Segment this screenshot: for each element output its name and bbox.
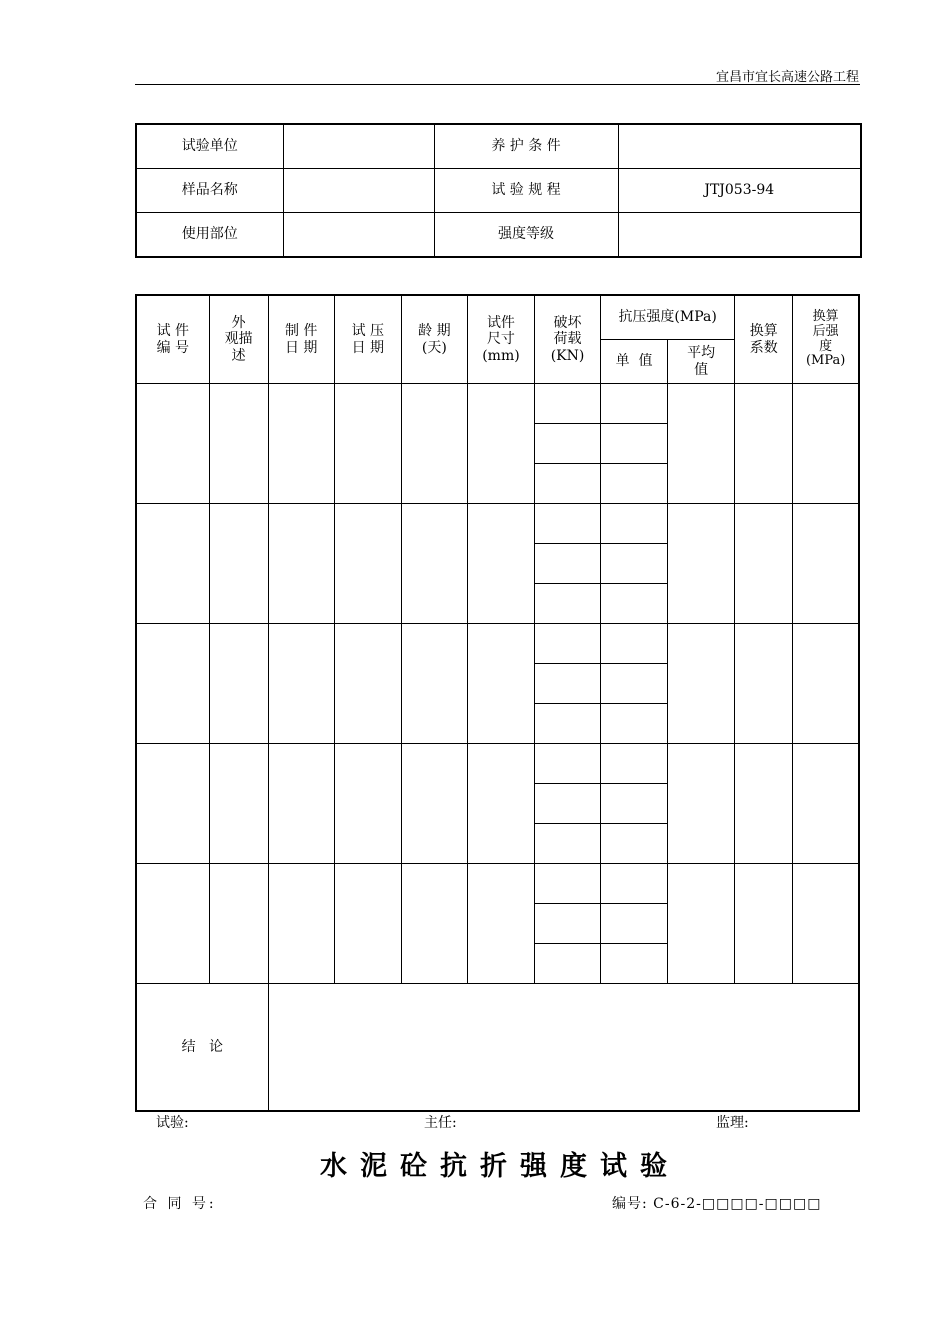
cell-single-value[interactable]: [601, 584, 668, 624]
cell-conversion-factor[interactable]: [735, 864, 793, 984]
cell-failure-load[interactable]: [534, 944, 600, 984]
header-average-value: 平均 值: [668, 340, 735, 384]
cell-specimen-no[interactable]: [136, 624, 209, 744]
cell-size[interactable]: [467, 384, 534, 504]
info-row: [136, 213, 861, 258]
document-title: 水泥砼抗折强度试验: [320, 1151, 680, 1182]
cell-single-value[interactable]: [601, 464, 668, 504]
header-size: 试件 尺寸 (mm): [467, 295, 534, 384]
cell-single-value[interactable]: [601, 944, 668, 984]
label-test-unit: 试验单位: [136, 124, 283, 169]
header-converted-strength: 换算 后强 度 (MPa): [793, 295, 859, 384]
cell-failure-load[interactable]: [534, 664, 600, 704]
header-single-value: 单 值: [601, 340, 668, 384]
header-age: 龄 期 (天): [401, 295, 467, 384]
info-row: [136, 169, 861, 213]
table-row: [136, 864, 859, 904]
cell-specimen-no[interactable]: [136, 504, 209, 624]
cell-make-date[interactable]: [268, 384, 334, 504]
cell-size[interactable]: [467, 744, 534, 864]
cell-size[interactable]: [467, 504, 534, 624]
cell-average-value[interactable]: [668, 864, 735, 984]
supervisor-signature-label: 监理:: [716, 1115, 749, 1131]
cell-appearance[interactable]: [209, 624, 268, 744]
cell-average-value[interactable]: [668, 384, 735, 504]
label-sample-name: 样品名称: [136, 169, 283, 213]
value-curing-condition[interactable]: [618, 124, 861, 169]
info-table: [135, 123, 862, 258]
cell-failure-load[interactable]: [534, 704, 600, 744]
test-results-table: [135, 294, 860, 1112]
cell-make-date[interactable]: [268, 504, 334, 624]
cell-test-date[interactable]: [334, 864, 401, 984]
cell-converted-strength[interactable]: [793, 384, 859, 504]
value-test-procedure[interactable]: JTJ053-94: [618, 169, 861, 213]
cell-average-value[interactable]: [668, 624, 735, 744]
cell-single-value[interactable]: [601, 824, 668, 864]
label-test-procedure: 试 验 规 程: [434, 169, 618, 213]
cell-specimen-no[interactable]: [136, 864, 209, 984]
cell-average-value[interactable]: [668, 504, 735, 624]
header-appearance: 外 观描 述: [209, 295, 268, 384]
cell-failure-load[interactable]: [534, 784, 600, 824]
cell-appearance[interactable]: [209, 864, 268, 984]
conclusion-text[interactable]: [268, 984, 859, 1112]
cell-age[interactable]: [401, 624, 467, 744]
cell-test-date[interactable]: [334, 384, 401, 504]
cell-test-date[interactable]: [334, 744, 401, 864]
conclusion-row: [136, 984, 859, 1112]
cell-failure-load[interactable]: [534, 384, 600, 424]
document-code: 编号: C-6-2-□□□□-□□□□: [612, 1196, 822, 1212]
label-strength-grade: 强度等级: [434, 213, 618, 258]
project-title: 宜昌市宜长高速公路工程: [715, 70, 859, 85]
cell-conversion-factor[interactable]: [735, 504, 793, 624]
cell-failure-load[interactable]: [534, 744, 600, 784]
cell-specimen-no[interactable]: [136, 744, 209, 864]
cell-failure-load[interactable]: [534, 464, 600, 504]
cell-age[interactable]: [401, 864, 467, 984]
cell-failure-load[interactable]: [534, 824, 600, 864]
header-test-date: 试 压 日 期: [334, 295, 401, 384]
contract-number-label: 合 同 号:: [143, 1196, 217, 1212]
cell-age[interactable]: [401, 384, 467, 504]
cell-average-value[interactable]: [668, 744, 735, 864]
cell-test-date[interactable]: [334, 504, 401, 624]
cell-single-value[interactable]: [601, 504, 668, 544]
cell-single-value[interactable]: [601, 784, 668, 824]
value-test-unit[interactable]: [283, 124, 434, 169]
cell-converted-strength[interactable]: [793, 504, 859, 624]
cell-age[interactable]: [401, 504, 467, 624]
cell-failure-load[interactable]: [534, 584, 600, 624]
cell-single-value[interactable]: [601, 664, 668, 704]
tester-signature-label: 试验:: [156, 1115, 189, 1131]
cell-size[interactable]: [467, 864, 534, 984]
label-curing-condition: 养 护 条 件: [434, 124, 618, 169]
cell-conversion-factor[interactable]: [735, 624, 793, 744]
cell-size[interactable]: [467, 624, 534, 744]
table-row: [136, 624, 859, 664]
cell-make-date[interactable]: [268, 624, 334, 744]
cell-appearance[interactable]: [209, 744, 268, 864]
table-row: [136, 744, 859, 784]
label-usage-location: 使用部位: [136, 213, 283, 258]
cell-single-value[interactable]: [601, 904, 668, 944]
cell-age[interactable]: [401, 744, 467, 864]
cell-single-value[interactable]: [601, 624, 668, 664]
table-row: [136, 504, 859, 544]
cell-failure-load[interactable]: [534, 424, 600, 464]
cell-single-value[interactable]: [601, 544, 668, 584]
cell-converted-strength[interactable]: [793, 744, 859, 864]
cell-failure-load[interactable]: [534, 864, 600, 904]
cell-failure-load[interactable]: [534, 504, 600, 544]
cell-single-value[interactable]: [601, 384, 668, 424]
header-conversion-factor: 换算 系数: [735, 295, 793, 384]
director-signature-label: 主任:: [424, 1115, 457, 1131]
cell-conversion-factor[interactable]: [735, 744, 793, 864]
cell-single-value[interactable]: [601, 424, 668, 464]
header-make-date: 制 件 日 期: [268, 295, 334, 384]
cell-specimen-no[interactable]: [136, 384, 209, 504]
cell-test-date[interactable]: [334, 624, 401, 744]
value-sample-name[interactable]: [283, 169, 434, 213]
cell-appearance[interactable]: [209, 384, 268, 504]
cell-failure-load[interactable]: [534, 544, 600, 584]
cell-conversion-factor[interactable]: [735, 384, 793, 504]
cell-appearance[interactable]: [209, 504, 268, 624]
cell-single-value[interactable]: [601, 864, 668, 904]
value-usage-location[interactable]: [283, 213, 434, 258]
header-divider: [135, 84, 860, 85]
header-row: [136, 295, 859, 340]
cell-make-date[interactable]: [268, 864, 334, 984]
header-failure-load: 破坏 荷载 (KN): [534, 295, 600, 384]
cell-failure-load[interactable]: [534, 624, 600, 664]
table-row: [136, 384, 859, 424]
cell-converted-strength[interactable]: [793, 864, 859, 984]
value-strength-grade[interactable]: [618, 213, 861, 258]
header-compressive-strength: 抗压强度(MPa): [601, 295, 735, 340]
cell-single-value[interactable]: [601, 704, 668, 744]
cell-single-value[interactable]: [601, 744, 668, 784]
conclusion-label: 结 论: [136, 984, 268, 1112]
cell-converted-strength[interactable]: [793, 624, 859, 744]
header-specimen-no: 试 件 编 号: [136, 295, 209, 384]
info-row: [136, 124, 861, 169]
cell-make-date[interactable]: [268, 744, 334, 864]
cell-failure-load[interactable]: [534, 904, 600, 944]
